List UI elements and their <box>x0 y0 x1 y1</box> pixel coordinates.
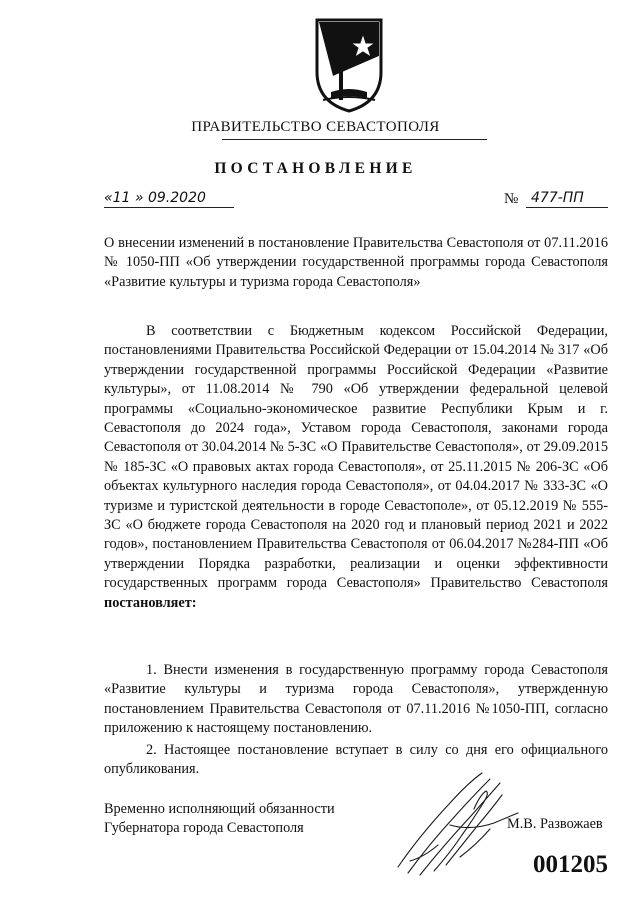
decree-item-2: 2. Настоящее постановление вступает в силу со дня его официального опубликования. <box>104 742 608 778</box>
sevastopol-coat-of-arms-icon <box>313 16 385 114</box>
decree-date: «11 » 09.2020 <box>104 190 206 206</box>
decree-subject: О внесении изменений в постановление Правительства Севастополя от 07.11.2016 № 1050-ПП «Об утверждении государственной программы города Севастополя «Развитие культуры и туризма города Севастополя» <box>104 235 608 290</box>
signatory-position <box>104 800 335 838</box>
signatory-name: М.В. Развожаев <box>507 816 603 832</box>
decree-item-1: 1. Внести изменения в государственную программу города Севастополя «Развитие культуры и туризма города Севастополя», утвержденную постановлением Правительства Севастополя от 07.11.2016 №1050-ПП, согласно приложению к настоящему постановлению. <box>104 662 608 737</box>
decree-number-field <box>504 190 608 210</box>
decree-word: постановляет: <box>104 594 197 611</box>
number-underline <box>526 207 608 208</box>
number-sign: № <box>504 191 519 207</box>
document-type: ПОСТАНОВЛЕНИЕ <box>214 160 417 177</box>
serial-number: 001205 <box>533 851 608 878</box>
decree-number: 477-ПП <box>531 190 584 206</box>
government-title: ПРАВИТЕЛЬСТВО СЕВАСТОПОЛЯ <box>191 119 440 135</box>
preamble-text: В соответствии с Бюджетным кодексом Российской Федерации, постановлениями Правительства Российской Федерации от 15.04.2014 № 317 «Об утверждении государственной программы Российской Федерации «Развитие культуры», от 11.08.2014 № 790 «Об утверждении федеральной целевой программы «Социально-экономическое развитие Республики Крым и г. Севастополя до 2024 года», Уставом города Севастополя, законами города Севастополя от 30.04.2014 № 5-ЗС «О Правительстве Севастополя», от 29.09.2015 № 185-ЗС «О правовых актах города Севастополя», от 25.11.2015 № 206-ЗС «Об объектах культурного наследия города Севастополя», от 04.04.2017 № 333-ЗС «О туризме и туристской деятельности в городе Севастополе», от 05.12.2019 № 555-ЗС «О бюджете города Севастополя на 2020 год и плановый период 2021 и 2022 годов», постановлением Правительства Севастополя от 06.04.2017 №284-ПП «Об утверждении Порядка разработки, реализации и оценки эффективности государственных программ города Севастополя» Правительство Севастополя <box>104 323 608 592</box>
decree-date-field <box>104 190 234 210</box>
title-underline <box>222 139 487 140</box>
date-underline <box>104 207 234 208</box>
preamble-paragraph <box>104 322 608 613</box>
signatory-position-line2: Губернатора города Севастополя <box>104 820 304 836</box>
signatory-position-line1: Временно исполняющий обязанности <box>104 801 335 817</box>
